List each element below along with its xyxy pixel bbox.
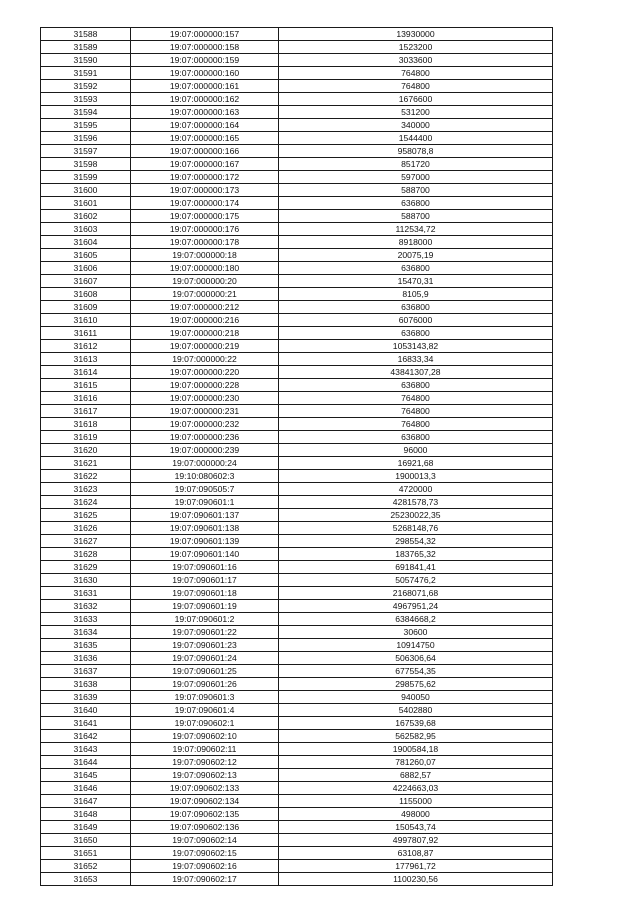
cadastral-number-cell: 19:07:000000:175 <box>131 210 279 223</box>
cadastral-number-cell: 19:07:000000:18 <box>131 249 279 262</box>
table-row <box>41 418 553 431</box>
value-cell: 15470,31 <box>279 275 553 288</box>
cadastral-number-cell: 19:07:090601:138 <box>131 522 279 535</box>
table-row <box>41 405 553 418</box>
table-row <box>41 366 553 379</box>
row-number-cell: 31634 <box>41 626 131 639</box>
cadastral-number-cell: 19:07:000000:173 <box>131 184 279 197</box>
cadastral-number-cell: 19:07:090602:16 <box>131 860 279 873</box>
cadastral-number-cell: 19:07:090602:15 <box>131 847 279 860</box>
row-number-cell: 31625 <box>41 509 131 522</box>
value-cell: 691841,41 <box>279 561 553 574</box>
value-cell: 562582,95 <box>279 730 553 743</box>
row-number-cell: 31599 <box>41 171 131 184</box>
row-number-cell: 31600 <box>41 184 131 197</box>
cadastral-number-cell: 19:07:090601:24 <box>131 652 279 665</box>
row-number-cell: 31644 <box>41 756 131 769</box>
row-number-cell: 31602 <box>41 210 131 223</box>
cadastral-number-cell: 19:07:000000:212 <box>131 301 279 314</box>
value-cell: 16921,68 <box>279 457 553 470</box>
cadastral-number-cell: 19:07:090601:139 <box>131 535 279 548</box>
cadastral-number-cell: 19:07:000000:165 <box>131 132 279 145</box>
row-number-cell: 31646 <box>41 782 131 795</box>
cadastral-number-cell: 19:07:000000:239 <box>131 444 279 457</box>
row-number-cell: 31591 <box>41 67 131 80</box>
row-number-cell: 31652 <box>41 860 131 873</box>
row-number-cell: 31604 <box>41 236 131 249</box>
value-cell: 30600 <box>279 626 553 639</box>
row-number-cell: 31641 <box>41 717 131 730</box>
row-number-cell: 31622 <box>41 470 131 483</box>
value-cell: 183765,32 <box>279 548 553 561</box>
cadastral-number-cell: 19:07:090602:13 <box>131 769 279 782</box>
row-number-cell: 31609 <box>41 301 131 314</box>
value-cell: 764800 <box>279 67 553 80</box>
cadastral-number-cell: 19:07:000000:174 <box>131 197 279 210</box>
table-row <box>41 54 553 67</box>
cadastral-number-cell: 19:07:090601:2 <box>131 613 279 626</box>
value-cell: 1544400 <box>279 132 553 145</box>
cadastral-number-cell: 19:07:090601:140 <box>131 548 279 561</box>
cadastral-number-cell: 19:10:080602:3 <box>131 470 279 483</box>
value-cell: 13930000 <box>279 28 553 41</box>
value-cell: 1100230,56 <box>279 873 553 886</box>
value-cell: 636800 <box>279 379 553 392</box>
value-cell: 8105,9 <box>279 288 553 301</box>
row-number-cell: 31606 <box>41 262 131 275</box>
value-cell: 150543,74 <box>279 821 553 834</box>
cadastral-number-cell: 19:07:090602:133 <box>131 782 279 795</box>
row-number-cell: 31624 <box>41 496 131 509</box>
value-cell: 764800 <box>279 392 553 405</box>
cadastral-number-cell: 19:07:000000:218 <box>131 327 279 340</box>
table-row <box>41 717 553 730</box>
cadastral-number-cell: 19:07:090602:135 <box>131 808 279 821</box>
cadastral-number-cell: 19:07:000000:160 <box>131 67 279 80</box>
row-number-cell: 31649 <box>41 821 131 834</box>
cadastral-number-cell: 19:07:000000:166 <box>131 145 279 158</box>
value-cell: 340000 <box>279 119 553 132</box>
cadastral-number-cell: 19:07:090601:137 <box>131 509 279 522</box>
table-row <box>41 392 553 405</box>
table-row <box>41 327 553 340</box>
row-number-cell: 31610 <box>41 314 131 327</box>
row-number-cell: 31642 <box>41 730 131 743</box>
table-row <box>41 483 553 496</box>
value-cell: 4967951,24 <box>279 600 553 613</box>
row-number-cell: 31594 <box>41 106 131 119</box>
table-row <box>41 171 553 184</box>
value-cell: 764800 <box>279 405 553 418</box>
table-row <box>41 873 553 886</box>
table-row <box>41 288 553 301</box>
value-cell: 636800 <box>279 197 553 210</box>
value-cell: 1900584,18 <box>279 743 553 756</box>
table-row <box>41 574 553 587</box>
value-cell: 4281578,73 <box>279 496 553 509</box>
row-number-cell: 31596 <box>41 132 131 145</box>
table-row <box>41 795 553 808</box>
row-number-cell: 31615 <box>41 379 131 392</box>
value-cell: 1676600 <box>279 93 553 106</box>
data-table <box>40 27 553 886</box>
table-row <box>41 743 553 756</box>
cadastral-number-cell: 19:07:000000:167 <box>131 158 279 171</box>
cadastral-number-cell: 19:07:090601:23 <box>131 639 279 652</box>
table-row <box>41 262 553 275</box>
table-row <box>41 548 553 561</box>
value-cell: 958078,8 <box>279 145 553 158</box>
cadastral-number-cell: 19:07:090602:14 <box>131 834 279 847</box>
value-cell: 781260,07 <box>279 756 553 769</box>
table-row <box>41 119 553 132</box>
row-number-cell: 31645 <box>41 769 131 782</box>
cadastral-number-cell: 19:07:000000:232 <box>131 418 279 431</box>
cadastral-number-cell: 19:07:000000:220 <box>131 366 279 379</box>
cadastral-number-cell: 19:07:000000:157 <box>131 28 279 41</box>
row-number-cell: 31617 <box>41 405 131 418</box>
row-number-cell: 31589 <box>41 41 131 54</box>
table-row <box>41 145 553 158</box>
table-row <box>41 847 553 860</box>
table-row <box>41 223 553 236</box>
table-row <box>41 782 553 795</box>
value-cell: 20075,19 <box>279 249 553 262</box>
cadastral-number-cell: 19:07:000000:216 <box>131 314 279 327</box>
table-row <box>41 444 553 457</box>
cadastral-number-cell: 19:07:090601:1 <box>131 496 279 509</box>
row-number-cell: 31612 <box>41 340 131 353</box>
table-row <box>41 496 553 509</box>
cadastral-number-cell: 19:07:000000:159 <box>131 54 279 67</box>
value-cell: 5057476,2 <box>279 574 553 587</box>
table-row <box>41 470 553 483</box>
row-number-cell: 31613 <box>41 353 131 366</box>
value-cell: 636800 <box>279 431 553 444</box>
table-row <box>41 93 553 106</box>
value-cell: 4720000 <box>279 483 553 496</box>
cadastral-number-cell: 19:07:000000:172 <box>131 171 279 184</box>
table-row <box>41 821 553 834</box>
cadastral-number-cell: 19:07:090602:10 <box>131 730 279 743</box>
cadastral-number-cell: 19:07:090601:26 <box>131 678 279 691</box>
cadastral-number-cell: 19:07:000000:21 <box>131 288 279 301</box>
row-number-cell: 31601 <box>41 197 131 210</box>
table-row <box>41 210 553 223</box>
row-number-cell: 31598 <box>41 158 131 171</box>
row-number-cell: 31607 <box>41 275 131 288</box>
cadastral-number-cell: 19:07:000000:176 <box>131 223 279 236</box>
value-cell: 4997807,92 <box>279 834 553 847</box>
table-row <box>41 834 553 847</box>
value-cell: 25230022,35 <box>279 509 553 522</box>
value-cell: 10914750 <box>279 639 553 652</box>
row-number-cell: 31647 <box>41 795 131 808</box>
value-cell: 588700 <box>279 210 553 223</box>
value-cell: 636800 <box>279 262 553 275</box>
value-cell: 112534,72 <box>279 223 553 236</box>
value-cell: 298554,32 <box>279 535 553 548</box>
table-row <box>41 730 553 743</box>
row-number-cell: 31597 <box>41 145 131 158</box>
table-row <box>41 769 553 782</box>
row-number-cell: 31621 <box>41 457 131 470</box>
table-row <box>41 600 553 613</box>
table-row <box>41 626 553 639</box>
table-row <box>41 249 553 262</box>
table-row <box>41 665 553 678</box>
value-cell: 5402880 <box>279 704 553 717</box>
value-cell: 4224663,03 <box>279 782 553 795</box>
table-row <box>41 756 553 769</box>
row-number-cell: 31627 <box>41 535 131 548</box>
row-number-cell: 31603 <box>41 223 131 236</box>
value-cell: 764800 <box>279 418 553 431</box>
value-cell: 96000 <box>279 444 553 457</box>
value-cell: 1900013,3 <box>279 470 553 483</box>
cadastral-number-cell: 19:07:000000:236 <box>131 431 279 444</box>
row-number-cell: 31640 <box>41 704 131 717</box>
row-number-cell: 31639 <box>41 691 131 704</box>
row-number-cell: 31628 <box>41 548 131 561</box>
row-number-cell: 31593 <box>41 93 131 106</box>
value-cell: 6384668,2 <box>279 613 553 626</box>
table-row <box>41 106 553 119</box>
row-number-cell: 31605 <box>41 249 131 262</box>
cadastral-number-cell: 19:07:090602:11 <box>131 743 279 756</box>
value-cell: 677554,35 <box>279 665 553 678</box>
row-number-cell: 31618 <box>41 418 131 431</box>
table-row <box>41 522 553 535</box>
row-number-cell: 31632 <box>41 600 131 613</box>
value-cell: 43841307,28 <box>279 366 553 379</box>
row-number-cell: 31653 <box>41 873 131 886</box>
table-row <box>41 613 553 626</box>
table-row <box>41 691 553 704</box>
cadastral-number-cell: 19:07:090601:4 <box>131 704 279 717</box>
table-row <box>41 197 553 210</box>
value-cell: 588700 <box>279 184 553 197</box>
value-cell: 498000 <box>279 808 553 821</box>
table-row <box>41 639 553 652</box>
value-cell: 851720 <box>279 158 553 171</box>
cadastral-number-cell: 19:07:090601:19 <box>131 600 279 613</box>
cadastral-number-cell: 19:07:000000:20 <box>131 275 279 288</box>
row-number-cell: 31619 <box>41 431 131 444</box>
table-row <box>41 808 553 821</box>
value-cell: 5268148,76 <box>279 522 553 535</box>
row-number-cell: 31637 <box>41 665 131 678</box>
table-row <box>41 314 553 327</box>
row-number-cell: 31638 <box>41 678 131 691</box>
row-number-cell: 31592 <box>41 80 131 93</box>
table-row <box>41 184 553 197</box>
cadastral-number-cell: 19:07:090601:25 <box>131 665 279 678</box>
table-row <box>41 652 553 665</box>
cadastral-number-cell: 19:07:000000:180 <box>131 262 279 275</box>
table-row <box>41 132 553 145</box>
cadastral-number-cell: 19:07:090602:136 <box>131 821 279 834</box>
row-number-cell: 31611 <box>41 327 131 340</box>
cadastral-number-cell: 19:07:000000:158 <box>131 41 279 54</box>
row-number-cell: 31608 <box>41 288 131 301</box>
table-row <box>41 301 553 314</box>
table-row <box>41 158 553 171</box>
row-number-cell: 31650 <box>41 834 131 847</box>
value-cell: 531200 <box>279 106 553 119</box>
table-row <box>41 587 553 600</box>
table-row <box>41 431 553 444</box>
cadastral-number-cell: 19:07:090601:18 <box>131 587 279 600</box>
table-row <box>41 860 553 873</box>
value-cell: 940050 <box>279 691 553 704</box>
cadastral-number-cell: 19:07:090602:134 <box>131 795 279 808</box>
value-cell: 2168071,68 <box>279 587 553 600</box>
value-cell: 764800 <box>279 80 553 93</box>
table-row <box>41 236 553 249</box>
cadastral-number-cell: 19:07:090602:17 <box>131 873 279 886</box>
cadastral-number-cell: 19:07:090601:22 <box>131 626 279 639</box>
value-cell: 167539,68 <box>279 717 553 730</box>
cadastral-number-cell: 19:07:090602:1 <box>131 717 279 730</box>
cadastral-number-cell: 19:07:000000:178 <box>131 236 279 249</box>
value-cell: 1155000 <box>279 795 553 808</box>
row-number-cell: 31629 <box>41 561 131 574</box>
table-row <box>41 28 553 41</box>
table-row <box>41 561 553 574</box>
cadastral-number-cell: 19:07:090601:16 <box>131 561 279 574</box>
table-row <box>41 340 553 353</box>
cadastral-number-cell: 19:07:000000:219 <box>131 340 279 353</box>
cadastral-number-cell: 19:07:000000:161 <box>131 80 279 93</box>
value-cell: 506306,64 <box>279 652 553 665</box>
value-cell: 636800 <box>279 301 553 314</box>
cadastral-number-cell: 19:07:090601:17 <box>131 574 279 587</box>
table-row <box>41 379 553 392</box>
cadastral-number-cell: 19:07:000000:22 <box>131 353 279 366</box>
table-row <box>41 509 553 522</box>
cadastral-number-cell: 19:07:090601:3 <box>131 691 279 704</box>
cadastral-number-cell: 19:07:000000:230 <box>131 392 279 405</box>
row-number-cell: 31651 <box>41 847 131 860</box>
cadastral-number-cell: 19:07:000000:163 <box>131 106 279 119</box>
table-row <box>41 535 553 548</box>
value-cell: 16833,34 <box>279 353 553 366</box>
table-row <box>41 457 553 470</box>
table-row <box>41 678 553 691</box>
value-cell: 6882,57 <box>279 769 553 782</box>
value-cell: 8918000 <box>279 236 553 249</box>
value-cell: 597000 <box>279 171 553 184</box>
row-number-cell: 31636 <box>41 652 131 665</box>
row-number-cell: 31623 <box>41 483 131 496</box>
row-number-cell: 31633 <box>41 613 131 626</box>
cadastral-number-cell: 19:07:000000:228 <box>131 379 279 392</box>
cadastral-number-cell: 19:07:090602:12 <box>131 756 279 769</box>
value-cell: 298575,62 <box>279 678 553 691</box>
row-number-cell: 31635 <box>41 639 131 652</box>
value-cell: 636800 <box>279 327 553 340</box>
table-row <box>41 275 553 288</box>
table-row <box>41 353 553 366</box>
value-cell: 6076000 <box>279 314 553 327</box>
table-row <box>41 704 553 717</box>
row-number-cell: 31626 <box>41 522 131 535</box>
row-number-cell: 31648 <box>41 808 131 821</box>
row-number-cell: 31614 <box>41 366 131 379</box>
row-number-cell: 31588 <box>41 28 131 41</box>
row-number-cell: 31631 <box>41 587 131 600</box>
cadastral-number-cell: 19:07:000000:162 <box>131 93 279 106</box>
value-cell: 1523200 <box>279 41 553 54</box>
row-number-cell: 31630 <box>41 574 131 587</box>
value-cell: 63108,87 <box>279 847 553 860</box>
value-cell: 177961,72 <box>279 860 553 873</box>
value-cell: 1053143,82 <box>279 340 553 353</box>
cadastral-number-cell: 19:07:000000:231 <box>131 405 279 418</box>
row-number-cell: 31595 <box>41 119 131 132</box>
row-number-cell: 31590 <box>41 54 131 67</box>
value-cell: 3033600 <box>279 54 553 67</box>
table-row <box>41 80 553 93</box>
data-table-body <box>41 28 553 886</box>
table-row <box>41 41 553 54</box>
table-row <box>41 67 553 80</box>
cadastral-number-cell: 19:07:090505:7 <box>131 483 279 496</box>
row-number-cell: 31616 <box>41 392 131 405</box>
row-number-cell: 31620 <box>41 444 131 457</box>
cadastral-number-cell: 19:07:000000:24 <box>131 457 279 470</box>
cadastral-number-cell: 19:07:000000:164 <box>131 119 279 132</box>
row-number-cell: 31643 <box>41 743 131 756</box>
